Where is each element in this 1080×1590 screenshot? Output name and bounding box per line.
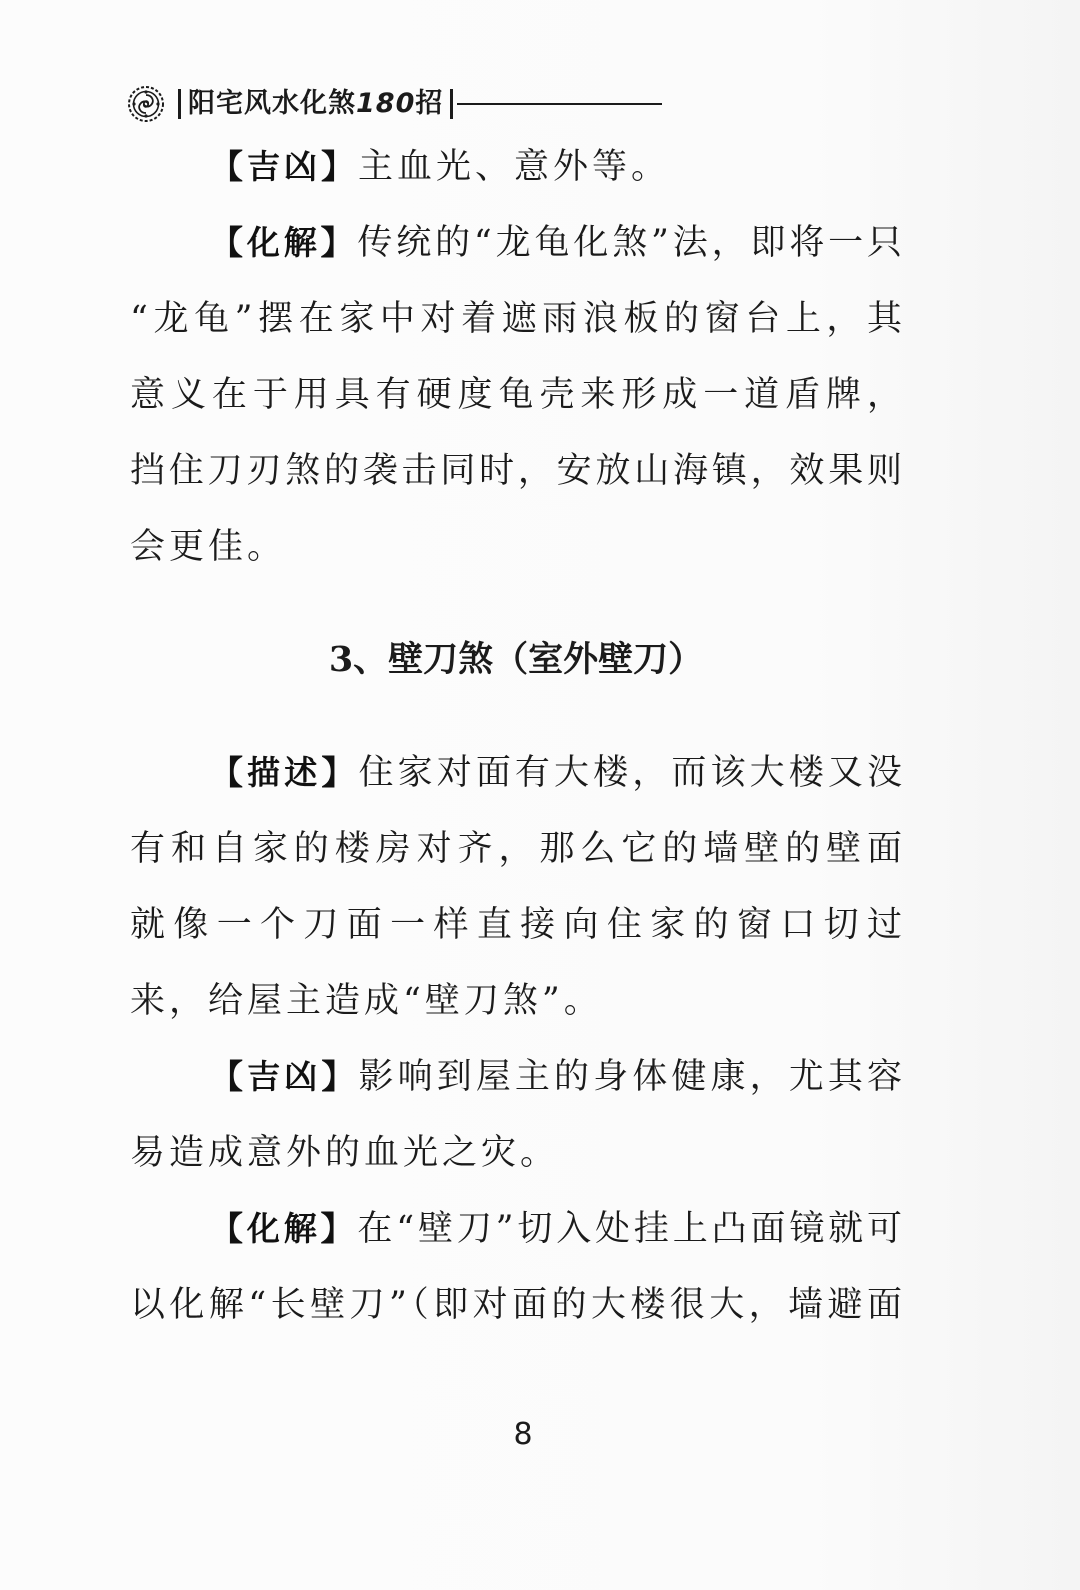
- header-separator-right: [450, 89, 453, 119]
- paragraph-line: [130, 887, 911, 963]
- page-number: 8: [513, 1417, 533, 1452]
- paragraph-line: [210, 735, 907, 811]
- line-text: 传统的“龙龟化煞”法，即将一只: [357, 223, 906, 263]
- paragraph-line: [130, 433, 906, 509]
- line-content: [210, 205, 906, 281]
- section-label: 【化解】: [210, 1209, 358, 1248]
- paragraph-line: [130, 281, 908, 357]
- paragraph-line: [210, 1039, 907, 1115]
- line-text: 意义在于用具有硬度龟壳来形成一道盾牌，: [130, 375, 908, 415]
- paragraph-huajie: [130, 205, 908, 585]
- header-separator-left: [178, 89, 181, 119]
- header-rule: [457, 103, 662, 105]
- line-content: [210, 1191, 906, 1267]
- line-text: 主血光、意外等。: [358, 147, 671, 187]
- line-text: “龙龟”摆在家中对着遮雨浪板的窗台上，其: [130, 299, 908, 339]
- line-text: 挡住刀刃煞的袭击同时，安放山海镇，效果则: [130, 451, 906, 491]
- line-text: 在“壁刀”切入处挂上凸面镜就可: [357, 1209, 906, 1249]
- section-label: 【吉凶】: [210, 147, 358, 186]
- paragraph-huajie: [130, 1191, 907, 1343]
- paragraph-jixiong: [130, 129, 902, 205]
- book-title: 阳宅风水化煞180招: [188, 88, 444, 119]
- ornament-icon: [126, 84, 166, 124]
- paragraph-miaoshu: [130, 735, 911, 1039]
- line-text: 影响到屋主的身体健康，尤其容: [358, 1057, 907, 1097]
- section-label: 【吉凶】: [210, 1057, 359, 1096]
- line-content: [210, 129, 670, 205]
- paragraph-line: [130, 357, 908, 433]
- line-text: 会更佳。: [130, 527, 287, 567]
- line-text: 住家对面有大楼，而该大楼又没: [358, 753, 907, 793]
- paragraph-line: [130, 1267, 907, 1343]
- paragraph-line: [130, 811, 908, 887]
- line-text: 来，给屋主造成“壁刀煞”。: [130, 981, 603, 1021]
- line-text: 就像一个刀面一样直接向住家的窗口切过: [130, 905, 911, 945]
- line-text: 以化解“长壁刀”（即对面的大楼很大，墙避面: [130, 1285, 907, 1325]
- paragraph-line: [210, 129, 902, 205]
- line-content: [210, 1039, 906, 1115]
- paragraph-line: [130, 509, 902, 585]
- paragraph-line: [210, 205, 906, 281]
- section-heading: 3、壁刀煞（室外壁刀）: [328, 639, 704, 680]
- section-label: 【描述】: [210, 753, 359, 792]
- line-content: [210, 735, 906, 811]
- running-header: [126, 84, 662, 124]
- line-text: 有和自家的楼房对齐，那么它的墙壁的壁面: [130, 829, 908, 869]
- paragraph-line: [130, 963, 902, 1039]
- paragraph-jixiong: [130, 1039, 907, 1191]
- section-label: 【化解】: [210, 223, 358, 262]
- paragraph-line: [210, 1191, 906, 1267]
- section-previous-continued: [130, 129, 908, 585]
- section-bidaosha: [130, 735, 911, 1343]
- line-text: 易造成意外的血光之灾。: [130, 1133, 560, 1173]
- paragraph-line: [130, 1115, 902, 1191]
- title-number: 180: [356, 88, 416, 119]
